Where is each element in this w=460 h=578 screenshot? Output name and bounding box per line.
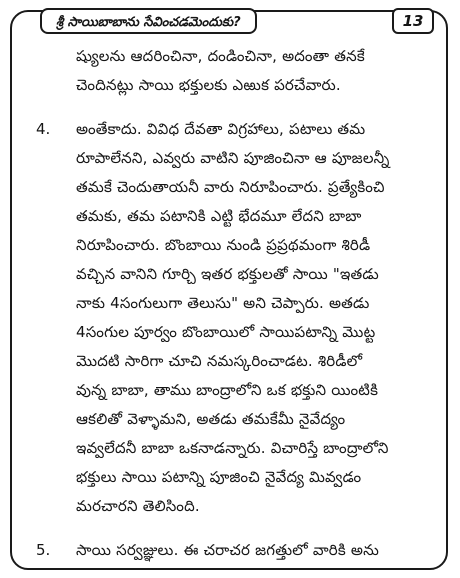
text-line: రూపాలేనని, ఎవ్వరు వాటిని పూజించినా ఆ పూజలన్నీ bbox=[76, 149, 390, 167]
text-line: తమకే చెందుతాయనీ వారు నిరూపించారు. ప్రత్యేకించి bbox=[76, 178, 385, 196]
list-number: 4. bbox=[36, 120, 51, 138]
text-line: నిరూపించారు. బొంబాయి నుండి ప్రప్రథమంగా శిరిడీ bbox=[76, 236, 371, 254]
list-number: 5. bbox=[36, 541, 51, 559]
text-line: చెందినట్లు సాయి భక్తులకు ఎఱుక పరచేవారు. bbox=[76, 76, 341, 94]
text-line: తమకు, తమ పటానికి ఎట్టి భేదమూ లేదని బాబా bbox=[76, 207, 362, 225]
text-line: నాకు 4సంగులుగా తెలుసు" అని చెప్పారు. అతడు bbox=[76, 294, 370, 312]
header-title: శ్రీ సాయిబాబాను సేవించడమెందుకు? bbox=[40, 8, 257, 34]
text-line: వచ్చిన వానిని గూర్చి ఇతర భక్తులతో సాయి "ఇతడు bbox=[76, 265, 379, 283]
text-line: 4సంగుల పూర్వం బొంబాయిలో సాయిపటాన్ని మొట్ట bbox=[76, 323, 376, 341]
text-line: ఆకలితో వెళ్ళామని, అతడు తమకేమీ నైవేద్యం bbox=[76, 410, 346, 428]
text-line: సాయి సర్వజ్ఞులు. ఈ చరాచర జగత్తులో వారికి అను bbox=[76, 541, 380, 559]
text-line: అంతేకాదు. వివిధ దేవతా విగ్రహాలు, పటాలు తమ bbox=[76, 120, 366, 138]
text-line: వున్న బాబా, తాము బాంద్రాలోని ఒక భక్తుని యింటికి bbox=[76, 381, 379, 399]
page-number: 13 bbox=[392, 8, 434, 34]
text-line: భక్తులు సాయి పటాన్ని పూజించి నైవేద్య మివ్వడం bbox=[76, 468, 362, 486]
text-line: మరచారని తెలిసింది. bbox=[76, 497, 200, 515]
text-line: ష్యులను ఆదరించినా, దండించినా, అదంతా తనకే bbox=[76, 47, 365, 65]
text-line: మొదటి సారిగా చూచి నమస్కరించాడట. శిరిడీలో bbox=[76, 352, 363, 370]
text-line: ఇవ్వలేదనీ బాబా ఒకనాడన్నారు. విచారిస్తే బాంద్రాలోని bbox=[76, 439, 389, 457]
